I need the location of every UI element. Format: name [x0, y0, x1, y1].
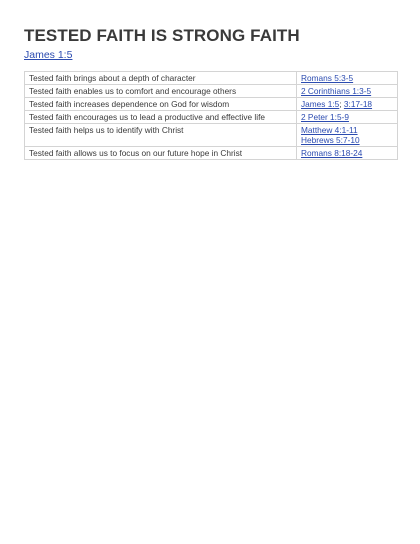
page-title: TESTED FAITH IS STRONG FAITH [24, 26, 300, 45]
reference-separator: ; [339, 99, 344, 109]
page [24, 27, 396, 160]
table-row [25, 124, 398, 147]
table-row [25, 147, 398, 160]
statement-cell: Tested faith brings about a depth of character [25, 72, 297, 85]
table-row [25, 111, 398, 124]
reference-cell [297, 98, 398, 111]
statement-cell: Tested faith helps us to identify with Christ [25, 124, 297, 147]
scripture-link[interactable]: James 1:5 [301, 99, 340, 109]
table-row [25, 85, 398, 98]
scripture-link[interactable]: 2 Peter 1:5-9 [301, 112, 349, 122]
scripture-link[interactable]: 3:17-18 [343, 99, 373, 109]
statement-cell: Tested faith encourages us to lead a productive and effective life [25, 111, 297, 124]
statement-cell: Tested faith enables us to comfort and encourage others [25, 85, 297, 98]
title-scripture-link[interactable]: James 1:5 [24, 49, 73, 61]
faith-table [24, 71, 398, 160]
statement-cell: Tested faith allows us to focus on our future hope in Christ [25, 147, 297, 160]
scripture-link[interactable]: 2 Corinthians 1:3-5 [301, 86, 372, 96]
statement-cell: Tested faith increases dependence on God for wisdom [25, 98, 297, 111]
reference-cell [297, 72, 398, 85]
reference-cell [297, 111, 398, 124]
scripture-link[interactable]: Hebrews 5:7-10 [301, 135, 360, 145]
scripture-link[interactable]: Matthew 4:1-11 [301, 125, 358, 135]
table-row [25, 98, 398, 111]
reference-cell [297, 124, 398, 147]
table-row [25, 72, 398, 85]
reference-cell [297, 85, 398, 98]
reference-cell [297, 147, 398, 160]
scripture-link[interactable]: Romans 5:3-5 [301, 73, 354, 83]
scripture-link[interactable]: Romans 8:18-24 [301, 148, 363, 158]
